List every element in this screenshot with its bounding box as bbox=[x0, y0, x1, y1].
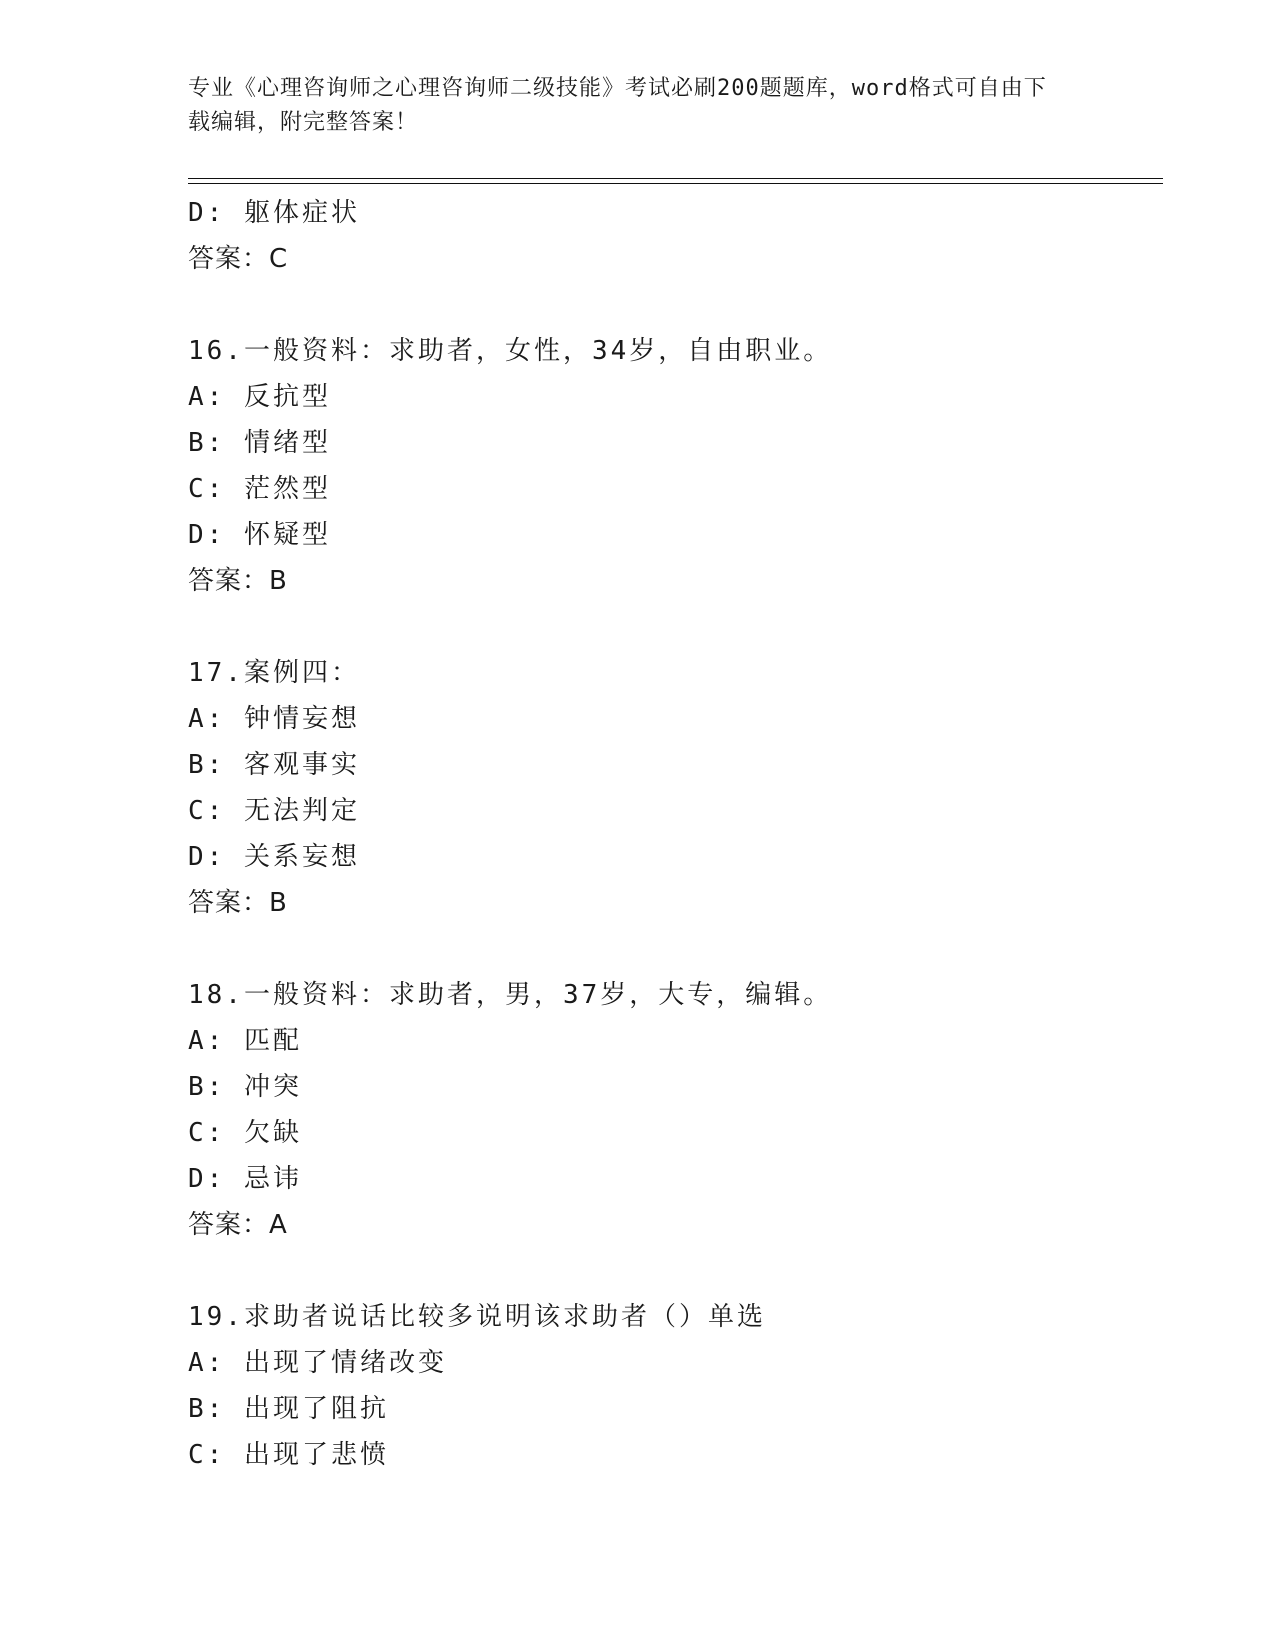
question-stem: 17.案例四： bbox=[188, 658, 360, 688]
question-stem: 18.一般资料：求助者，男，37岁，大专，编辑。 bbox=[188, 980, 833, 1010]
spacer bbox=[188, 282, 1163, 328]
option-a: A: 匹配 bbox=[188, 1026, 302, 1056]
header-divider-bottom bbox=[188, 183, 1163, 184]
option-a: A: 钟情妄想 bbox=[188, 704, 360, 734]
option-c: C: 无法判定 bbox=[188, 796, 360, 826]
answer-label: 答案：C bbox=[188, 244, 289, 274]
header-divider-top bbox=[188, 178, 1163, 179]
option-a: A: 出现了情绪改变 bbox=[188, 1348, 447, 1378]
option-b: B: 出现了阻抗 bbox=[188, 1394, 389, 1424]
question-stem: 16.一般资料：求助者，女性，34岁，自由职业。 bbox=[188, 336, 833, 366]
answer-label: 答案：B bbox=[188, 888, 288, 918]
document-title: 专业《心理咨询师之心理咨询师二级技能》考试必刷200题题库，word格式可自由下载编辑，附完整答案！ bbox=[188, 76, 1047, 135]
question-stem: 19.求助者说话比较多说明该求助者（）单选 bbox=[188, 1302, 766, 1332]
spacer bbox=[188, 926, 1163, 972]
option-c: C: 欠缺 bbox=[188, 1118, 302, 1148]
spacer bbox=[188, 1248, 1163, 1294]
option-c: C: 茫然型 bbox=[188, 474, 331, 504]
option-d: D: 怀疑型 bbox=[188, 520, 331, 550]
option-d: D: 躯体症状 bbox=[188, 198, 360, 228]
document-header bbox=[188, 72, 1068, 140]
question-list bbox=[188, 190, 1163, 1478]
answer-label: 答案：A bbox=[188, 1210, 288, 1240]
option-b: B: 冲突 bbox=[188, 1072, 302, 1102]
option-b: B: 客观事实 bbox=[188, 750, 360, 780]
option-d: D: 关系妄想 bbox=[188, 842, 360, 872]
option-b: B: 情绪型 bbox=[188, 428, 331, 458]
answer-label: 答案：B bbox=[188, 566, 288, 596]
option-c: C: 出现了悲愤 bbox=[188, 1440, 389, 1470]
option-d: D: 忌讳 bbox=[188, 1164, 302, 1194]
option-a: A: 反抗型 bbox=[188, 382, 331, 412]
spacer bbox=[188, 604, 1163, 650]
